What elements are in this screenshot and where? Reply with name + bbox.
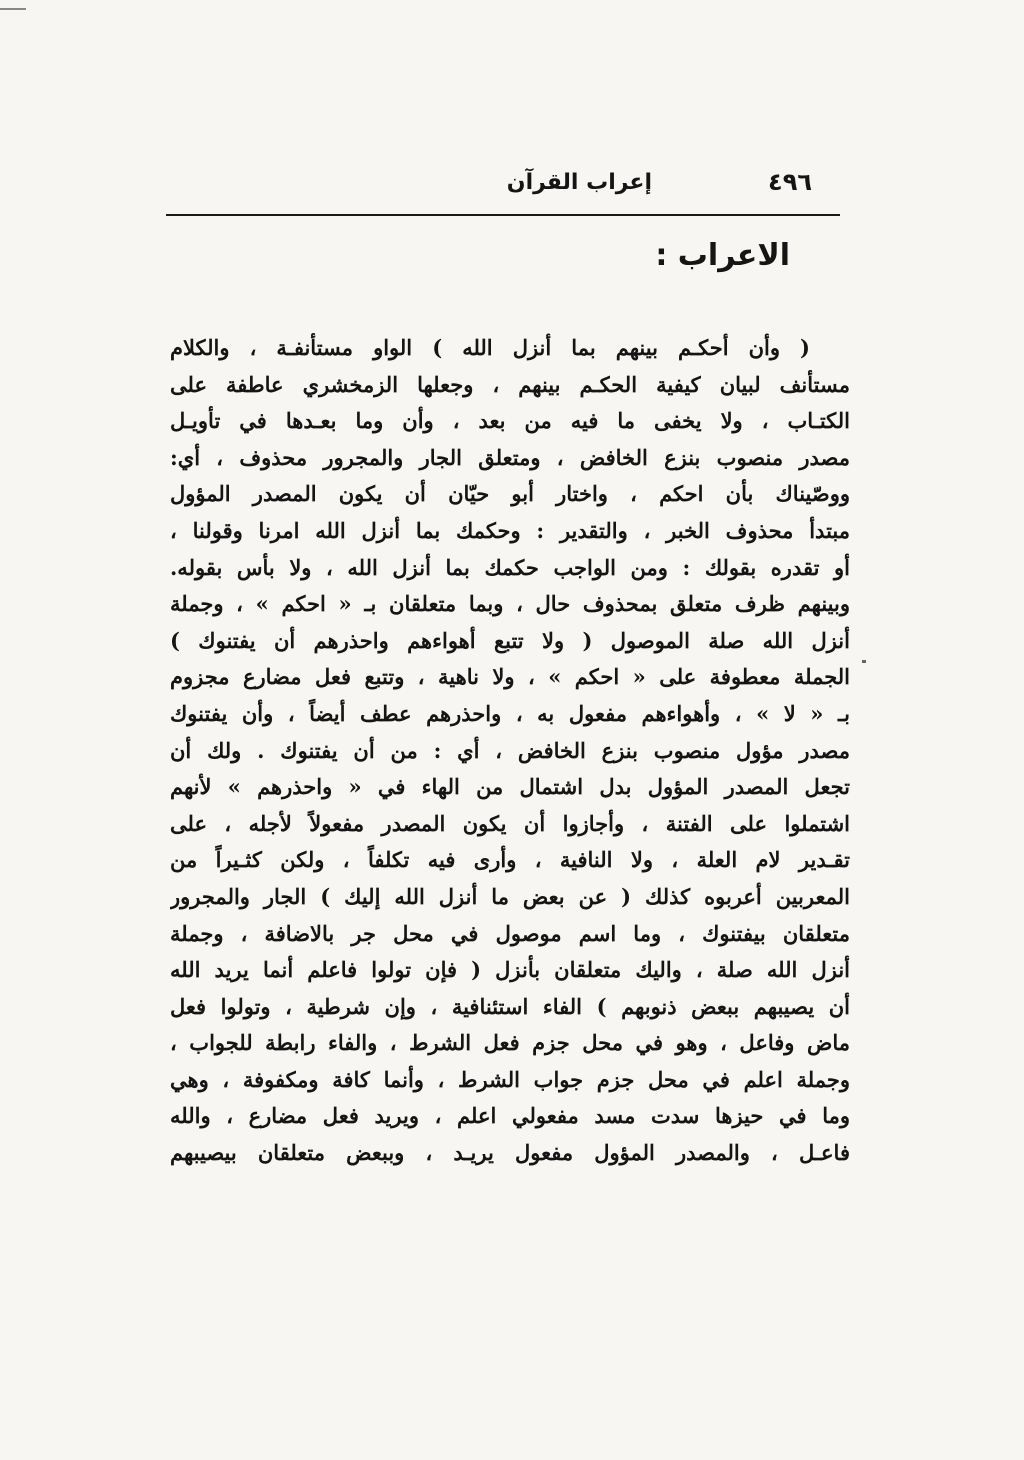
text-line: ووصّيناك بأن احكم ، واختار أبو حيّان أن يكون المصدر المؤول bbox=[170, 481, 850, 507]
header-rule bbox=[166, 214, 840, 216]
text-line: وجملة اعلم في محل جزم جواب الشرط ، وأنما كافة ومكفوفة ، وهي bbox=[170, 1066, 850, 1092]
text-line: اشتملوا على الفتنة ، وأجازوا أن يكون المصدر مفعولاً لأجله ، على bbox=[170, 810, 850, 836]
text-line: أنزل الله صلة الموصول ( ولا تتبع أهواءهم واحذرهم أن يفتنوك ) bbox=[170, 627, 850, 653]
body-text bbox=[170, 330, 850, 1172]
text-line: متعلقان بيفتنوك ، وما اسم موصول في محل جر بالاضافة ، وجملة bbox=[170, 920, 850, 946]
text-line: وبينهم ظرف متعلق بمحذوف حال ، وبما متعلقان بـ « احكم » ، وجملة bbox=[170, 591, 850, 617]
page-header bbox=[168, 168, 840, 208]
text-line: المعربين أعربوه كذلك ( عن بعض ما أنزل الله إليك ) الجار والمجرور bbox=[170, 883, 850, 909]
running-title: إعراب القرآن bbox=[506, 170, 652, 195]
text-line: أن يصيبهم ببعض ذنوبهم ) الفاء استئنافية ، وإن شرطية ، وتولوا فعل bbox=[170, 993, 850, 1019]
text-line: تقـدير لام العلة ، ولا النافية ، وأرى فيه تكلفاً ، ولكن كثـيراً من bbox=[170, 847, 850, 873]
text-line: الكتـاب ، ولا يخفى ما فيه من بعد ، وأن وما بعـدها في تأويـل bbox=[170, 408, 850, 434]
section-heading: الاعراب : bbox=[655, 238, 790, 273]
text-line: الجملة معطوفة على « احكم » ، ولا ناهية ، وتتبع فعل مضارع مجزوم bbox=[170, 664, 850, 690]
scan-corner-mark bbox=[0, 8, 26, 10]
text-line: مبتدأ محذوف الخبر ، والتقدير : وحكمك بما أنزل الله امرنا وقولنا ، bbox=[170, 517, 850, 543]
page-number: ٤٩٦ bbox=[768, 168, 812, 196]
text-line: بـ « لا » ، وأهواءهم مفعول به ، واحذرهم عطف أيضاً ، وأن يفتنوك bbox=[170, 700, 850, 726]
text-line: وما في حيزها سدت مسد مفعولي اعلم ، ويريد فعل مضارع ، والله bbox=[170, 1103, 850, 1129]
text-line: مستأنف لبيان كيفية الحكـم بينهم ، وجعلها الزمخشري عاطفة على bbox=[170, 371, 850, 397]
text-line: ماض وفاعل ، وهو في محل جزم فعل الشرط ، والفاء رابطة للجواب ، bbox=[170, 1030, 850, 1056]
text-line: أو تقدره بقولك : ومن الواجب حكمك بما أنزل الله ، ولا بأس بقوله. bbox=[170, 554, 850, 580]
text-line: تجعل المصدر المؤول بدل اشتمال من الهاء في « واحذرهم » لأنهم bbox=[170, 774, 850, 800]
text-line: مصدر مؤول منصوب بنزع الخافض ، أي : من أن يفتنوك . ولك أن bbox=[170, 737, 850, 763]
text-line: فاعـل ، والمصدر المؤول مفعول يريـد ، وببعض متعلقان بيصيبهم bbox=[170, 1140, 850, 1166]
text-line: أنزل الله صلة ، واليك متعلقان بأنزل ( فإن تولوا فاعلم أنما يريد الله bbox=[170, 957, 850, 983]
margin-speck bbox=[862, 660, 866, 663]
text-line: ( وأن أحكـم بينهم بما أنزل الله ) الواو مستأنفـة ، والكلام bbox=[170, 335, 810, 360]
text-line: مصدر منصوب بنزع الخافض ، ومتعلق الجار والمجرور محذوف ، أي: bbox=[170, 444, 850, 470]
